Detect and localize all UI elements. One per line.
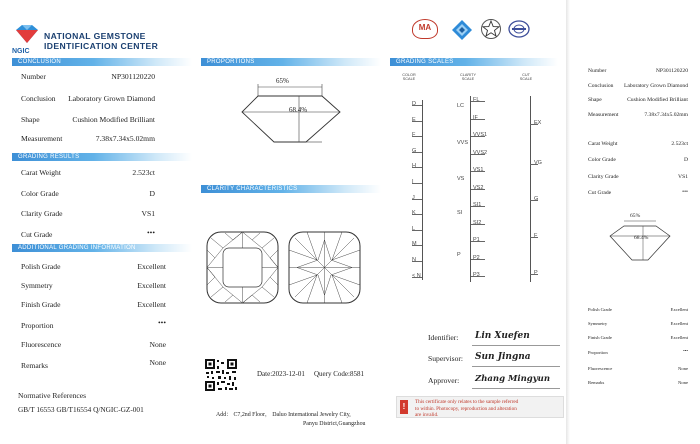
warning-icon: ! [400, 400, 408, 414]
summary-proportion: ••• [683, 348, 688, 353]
summary-shape-label: Shape [588, 97, 602, 103]
cut-grade-2-tick [530, 200, 538, 201]
color-value: D [149, 189, 155, 198]
depth-percent: 68.4% [289, 106, 308, 114]
clarity-grade-2: VVS1 [473, 132, 488, 138]
proportion-label: Proportion [21, 321, 54, 330]
color-grade-9-tick [412, 245, 422, 246]
carat-label: Carat Weight [21, 168, 61, 177]
color-grade-0: D [412, 101, 416, 107]
measurement-value: 7.38x7.34x5.02mm [95, 134, 155, 143]
color-grade-9: M [412, 241, 417, 248]
grading-results-header: GRADING RESULTS [12, 153, 192, 161]
center-name-line2: IDENTIFICATION CENTER [44, 41, 159, 51]
remarks-value: None [149, 358, 166, 367]
shape-label: Shape [21, 115, 40, 124]
summary-measurement-label: Measurement [588, 112, 619, 118]
cut-grade-1-tick [530, 164, 538, 165]
summary-finish: Excellent [670, 335, 688, 340]
clarity-grade-0-tick [471, 101, 485, 102]
signature-rule-1 [472, 345, 560, 346]
finish-value: Excellent [137, 300, 166, 309]
fluorescence-label: Fluorescence [21, 340, 62, 349]
clarity-grade-9: P2 [473, 254, 480, 261]
summary-measurement: 7.38x7.34x5.02mm [644, 112, 688, 118]
summary-number: NP301120220 [655, 68, 688, 74]
measurement-label: Measurement [21, 134, 63, 143]
color-grade-2: F [412, 132, 416, 139]
pavilion-view-diagram [287, 230, 362, 310]
crown-view-diagram [205, 230, 280, 310]
center-name-line1: NATIONAL GEMSTONE [44, 31, 146, 41]
clarity-grade-1-tick [471, 119, 485, 120]
summary-cut: ••• [682, 189, 688, 195]
address-line1: Add： C7,2nd Floor， Daluo International Jewelry City, [216, 412, 351, 418]
summary-carat: 2.523ct [671, 141, 688, 147]
clarity-characteristics-header: CLARITY CHARACTERISTICS [201, 185, 381, 193]
summary-fluorescence: None [678, 366, 688, 371]
clarity-group-0: LC [457, 103, 465, 109]
cut-grade-0: EX [534, 120, 542, 126]
summary-conclusion-label: Conclusion [588, 83, 614, 89]
star-badge-icon [480, 18, 502, 45]
address-line2: Panyu District,Guangzhou [303, 421, 366, 427]
color-grade-7: K [412, 210, 416, 217]
summary-cut-label: Cut Grade [588, 190, 612, 196]
approver-signature: Zhang Mingyun [475, 374, 551, 384]
summary-number-label: Number [588, 68, 607, 74]
supervisor-signature: Sun Jingna [475, 352, 531, 362]
clarity-grade-5: VS2 [473, 184, 484, 191]
color-label: Color Grade [21, 189, 59, 198]
conclusion-section-header: CONCLUSION [12, 58, 192, 66]
color-grade-10-tick [412, 261, 422, 262]
color-grade-6: J [412, 194, 415, 201]
summary-proportion-label: Proportion [588, 350, 608, 355]
conclusion-label: Conclusion [21, 94, 56, 103]
clarity-grade-6-tick [471, 206, 485, 207]
cma-logo [412, 19, 438, 39]
clarity-grade-2-tick [471, 136, 485, 137]
notice-line2: to within. Photocopy, reproduction and alteration [415, 405, 517, 412]
summary-depth-percent: 68.4% [634, 235, 649, 241]
number-label: Number [21, 72, 46, 81]
clarity-grade-8-tick [471, 241, 485, 242]
color-grade-5: I [412, 179, 414, 185]
supervisor-label: Supervisor: [428, 354, 464, 363]
identifier-label: Identifier: [428, 333, 459, 342]
clarity-grade-1: IF [473, 114, 478, 121]
summary-symmetry: Excellent [670, 321, 688, 326]
color-grade-4-tick [412, 167, 422, 168]
summary-conclusion: Laboratory Grown Diamond [623, 83, 688, 89]
summary-symmetry-label: Symmetry [588, 321, 608, 326]
clarity-label: Clarity Grade [21, 209, 63, 218]
summary-fluorescence-label: Fluorescence [588, 366, 613, 371]
color-grade-7-tick [412, 214, 422, 215]
cut-grade-4-tick [530, 274, 538, 275]
clarity-grade-4-tick [471, 171, 485, 172]
clarity-group-4: P [457, 252, 461, 258]
color-grade-1-tick [412, 121, 422, 122]
summary-table-percent: 65% [630, 213, 641, 219]
remarks-label: Remarks [21, 361, 48, 370]
finish-label: Finish Grade [21, 300, 61, 309]
grading-scales-header: GRADING SCALES [390, 58, 558, 66]
color-grade-6-tick [412, 199, 422, 200]
color-grade-11-tick [412, 277, 422, 278]
diamond-logo-icon [12, 24, 42, 44]
clarity-grade-5-tick [471, 189, 485, 190]
cut-grade-3-tick [530, 237, 538, 238]
summary-carat-label: Carat Weight [588, 141, 618, 147]
cut-scale-title: CUT SCALE [519, 73, 533, 81]
summary-color-label: Color Grade [588, 157, 616, 163]
clarity-grade-4: VS1 [473, 167, 484, 173]
cut-grade-0-tick [530, 124, 538, 125]
color-grade-3-tick [412, 152, 422, 153]
clarity-grade-3: VVS2 [473, 149, 488, 156]
polish-value: Excellent [137, 262, 166, 271]
ilac-logo-icon [451, 19, 473, 46]
query-code: Query Code:8581 [314, 370, 364, 378]
cma-text: MA [418, 23, 432, 32]
summary-polish-label: Polish Grade [588, 307, 612, 312]
clarity-grade-10: P3 [473, 272, 480, 278]
notice-line3: are invalid. [415, 412, 439, 418]
clarity-group-3: SI [457, 210, 463, 216]
clarity-grade-7: SI2 [473, 219, 482, 226]
summary-clarity: VS1 [678, 174, 688, 180]
summary-polish: Excellent [670, 307, 688, 312]
summary-shape: Cushion Modified Brilliant [627, 97, 688, 103]
cut-grade-4: P [534, 270, 538, 276]
additional-info-header: ADDITIONAL GRADING INFORMATION [12, 244, 192, 252]
polish-label: Polish Grade [21, 262, 61, 271]
cut-grade-2: G [534, 196, 539, 202]
color-grade-5-tick [412, 183, 422, 184]
summary-remarks-label: Remarks [588, 380, 605, 385]
clarity-grade-7-tick [471, 224, 485, 225]
approver-label: Approver: [428, 376, 460, 385]
clarity-scale-title: CLARITY SCALE [459, 73, 477, 81]
color-grade-2-tick [412, 136, 422, 137]
shape-value: Cushion Modified Brilliant [72, 115, 155, 124]
notice-box [396, 396, 564, 418]
ngic-logo [12, 24, 42, 55]
clarity-grade-0: FL [473, 97, 480, 103]
identifier-signature: Lin Xuefen [475, 331, 530, 341]
fold-shadow [566, 0, 570, 444]
qr-code[interactable] [204, 358, 238, 392]
cut-grade-3: F [534, 233, 538, 239]
clarity-grade-9-tick [471, 259, 485, 260]
cut-grade-1: VG [534, 160, 542, 166]
color-grade-4: H [412, 163, 416, 170]
clarity-group-2: VS [457, 176, 465, 182]
clarity-grade-8: P1 [473, 237, 480, 243]
conclusion-value: Laboratory Grown Diamond [68, 94, 155, 103]
color-grade-11: < N [412, 272, 421, 279]
summary-proportion-diagram [590, 212, 690, 272]
normative-refs: GB/T 16553 GB/T16554 Q/NGIC-GZ-001 [18, 405, 144, 414]
color-grade-1: E [412, 116, 416, 123]
clarity-grade-10-tick [471, 276, 485, 277]
color-grade-0-tick [412, 105, 422, 106]
color-grade-8: L [412, 225, 416, 232]
proportions-header: PROPORTIONS [201, 58, 381, 66]
clarity-group-1: VVS [457, 140, 469, 146]
report-date: Date:2023-12-01 [257, 370, 305, 378]
symmetry-value: Excellent [137, 281, 166, 290]
color-scale-axis [422, 100, 423, 280]
number-value: NP301120220 [111, 72, 155, 81]
symmetry-label: Symmetry [21, 281, 53, 290]
proportion-value: ••• [158, 318, 166, 327]
summary-color: D [683, 157, 688, 163]
logo-text: NGIC [12, 48, 30, 55]
cut-value: ••• [147, 228, 155, 237]
table-percent: 65% [276, 77, 289, 85]
signature-rule-2 [472, 366, 560, 367]
color-grade-8-tick [412, 230, 422, 231]
clarity-value: VS1 [141, 209, 155, 218]
color-grade-10: N [412, 257, 416, 263]
proportion-diagram [222, 76, 372, 156]
summary-finish-label: Finish Grade [588, 335, 612, 340]
clarity-grade-6: SI1 [473, 202, 482, 208]
cut-label: Cut Grade [21, 230, 53, 239]
carat-value: 2.523ct [132, 168, 155, 177]
summary-remarks: None [678, 380, 688, 385]
color-scale-title: COLOR SCALE [402, 73, 416, 81]
summary-clarity-label: Clarity Grade [588, 174, 619, 180]
signature-rule-3 [472, 388, 560, 389]
round-seal-icon [508, 19, 530, 44]
clarity-grade-3-tick [471, 154, 485, 155]
fluorescence-value: None [149, 340, 166, 349]
notice-line1: This certificate only relates to the sample referred [415, 399, 519, 405]
color-grade-3: G [412, 147, 417, 154]
normative-title: Normative References [18, 391, 87, 400]
